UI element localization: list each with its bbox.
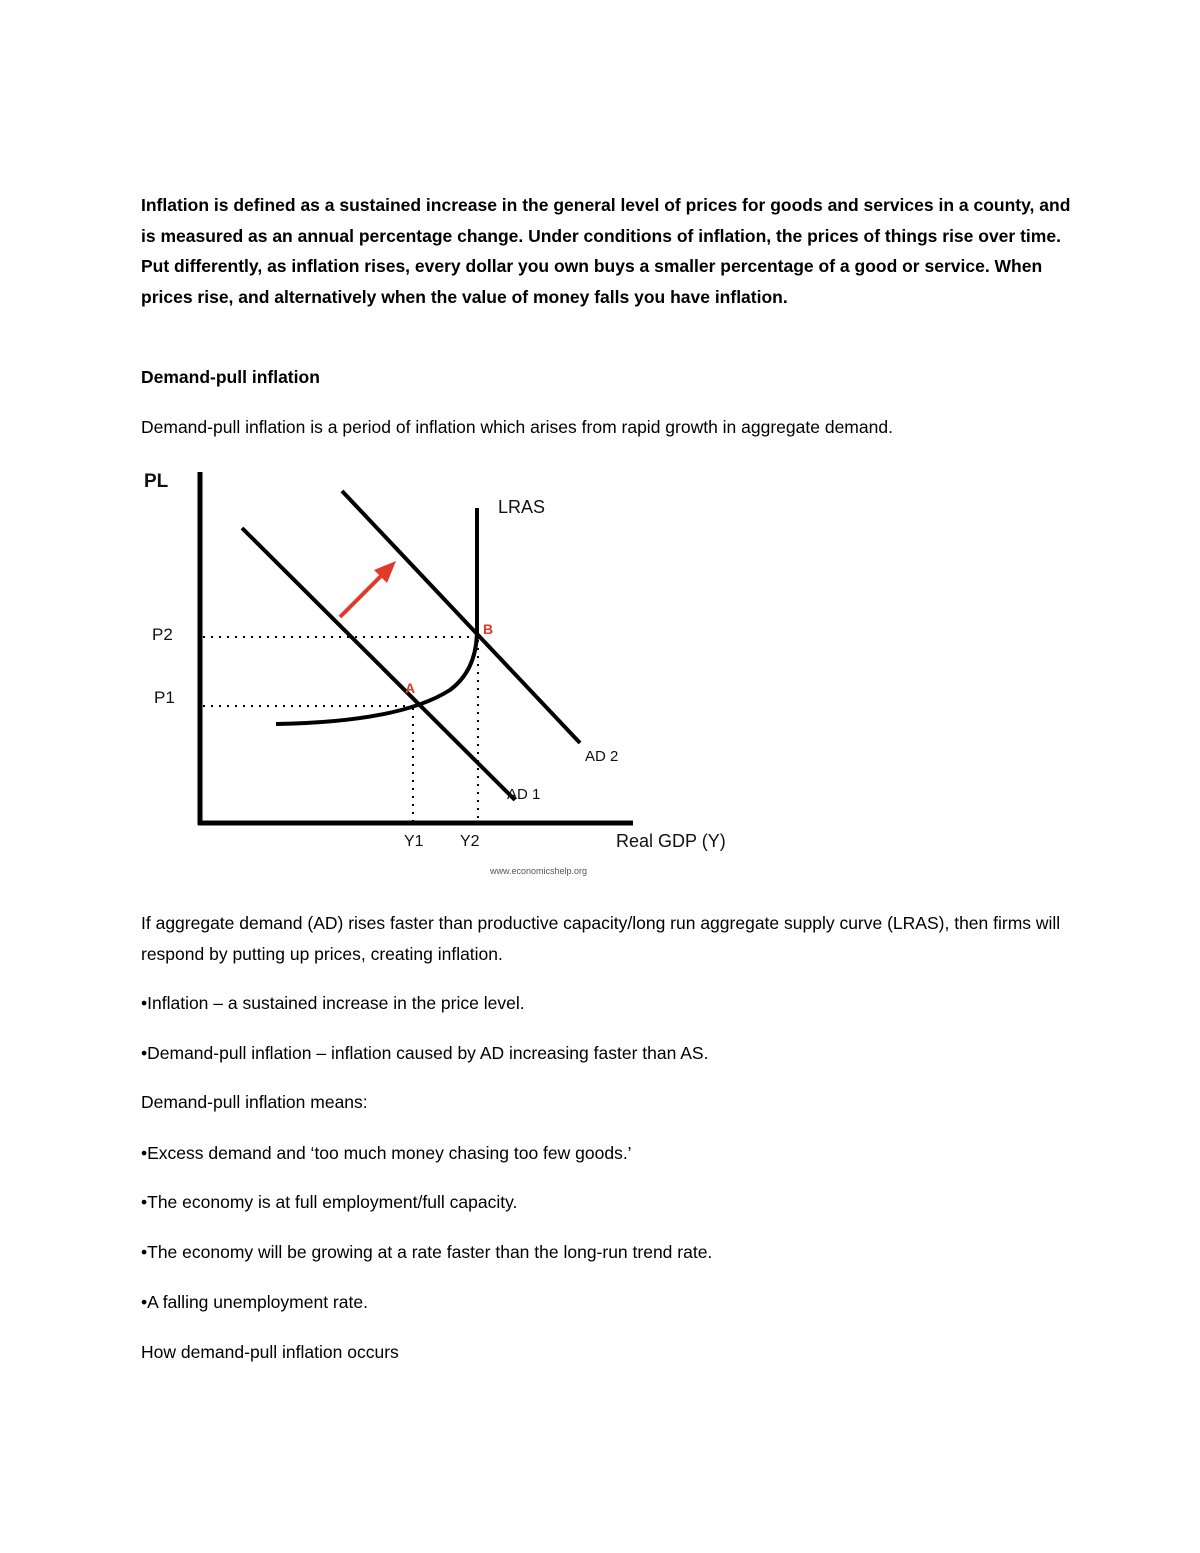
explanation-paragraph: If aggregate demand (AD) rises faster than productive capacity/long run aggregate supply curve (LRAS), then firms will respond by putting up prices, creating inflation.: [141, 913, 1061, 964]
watermark-text: www.economicshelp.org: [490, 866, 588, 876]
ad-lras-diagram: [130, 460, 760, 890]
lras-curve: [276, 508, 477, 724]
ad1-label: AD 1: [507, 786, 541, 803]
closing-heading: How demand-pull inflation occurs: [141, 1342, 399, 1362]
intro-paragraph: Inflation is defined as a sustained increase in the general level of prices for goods and services in a county, and is measured as an annual percentage change. Under conditions of inflation, the prices of things rise over time. Put differently, as inflation rises, every dollar you own buys a smaller percentage of a good or service. When prices rise, and alternatively when the value of money falls you have inflation.: [141, 195, 1071, 307]
bullet-item: •Inflation – a sustained increase in the price level.: [141, 993, 525, 1013]
p2-label: P2: [152, 625, 173, 644]
diagram-svg: [130, 460, 760, 890]
bullet-item: •A falling unemployment rate.: [141, 1292, 368, 1312]
y1-label: Y1: [404, 833, 424, 850]
means-heading: Demand-pull inflation means:: [141, 1092, 368, 1112]
p1-label: P1: [154, 688, 175, 707]
ad2-label: AD 2: [585, 748, 619, 765]
bullet-item: •Demand-pull inflation – inflation caused by AD increasing faster than AS.: [141, 1043, 709, 1063]
section-heading: Demand-pull inflation: [141, 367, 320, 387]
bullet-item: •The economy will be growing at a rate faster than the long-run trend rate.: [141, 1242, 713, 1262]
bullet-item: •The economy is at full employment/full capacity.: [141, 1192, 518, 1212]
ad2-curve: [342, 491, 580, 743]
point-a-label: A: [405, 680, 416, 696]
x-axis-label: Real GDP (Y): [616, 831, 726, 851]
shift-arrow-shaft: [340, 573, 384, 617]
definition-paragraph: Demand-pull inflation is a period of inflation which arises from rapid growth in aggregate demand.: [141, 417, 893, 437]
point-b-label: B: [483, 621, 494, 637]
bullet-item: •Excess demand and ‘too much money chasing too few goods.’: [141, 1143, 632, 1163]
y2-label: Y2: [460, 833, 480, 850]
lras-label: LRAS: [498, 497, 546, 517]
y-axis-label: PL: [144, 471, 169, 492]
